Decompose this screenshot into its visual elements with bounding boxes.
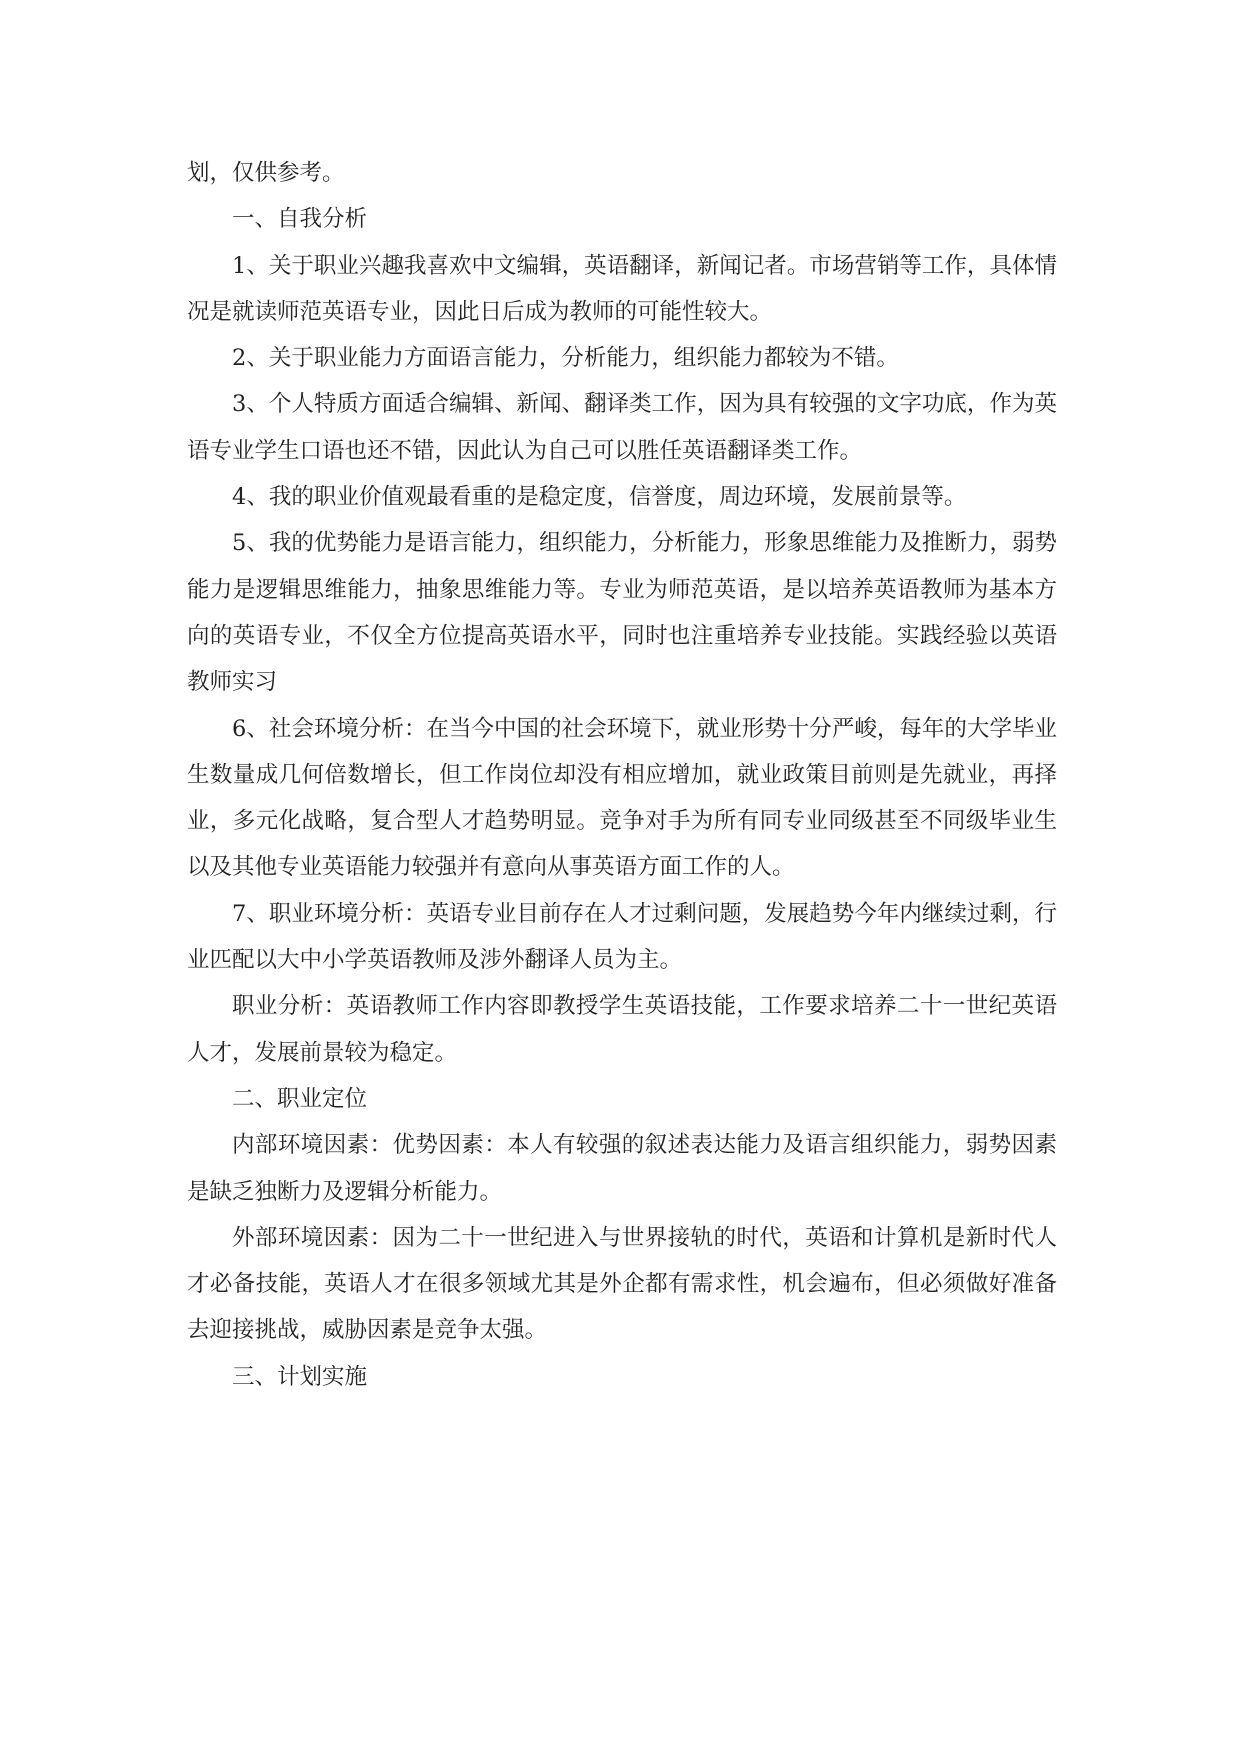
paragraph-social-environment: 6、社会环境分析：在当今中国的社会环境下，就业形势十分严峻，每年的大学毕业生数量成几何倍数增长，但工作岗位却没有相应增加，就业政策目前则是先就业，再择业，多元化战略，复合型人才趋势明显。竞争对手为所有同专业同级甚至不同级毕业生以及其他专业英语能力较强并有意向从事英语方面工作的人。 [187, 715, 1057, 881]
paragraph-career-environment: 7、职业环境分析：英语专业目前存在人才过剩问题，发展趋势今年内继续过剩，行业匹配以大中小学英语教师及涉外翻译人员为主。 [187, 900, 1057, 974]
section-heading-self-analysis: 一、自我分析 [232, 206, 368, 233]
paragraph-career-ability: 2、关于职业能力方面语言能力，分析能力，组织能力都较为不错。 [232, 345, 899, 372]
paragraph-career-values: 4、我的职业价值观最看重的是稳定度，信誉度，周边环境，发展前景等。 [232, 484, 967, 511]
document-body [187, 150, 1057, 1400]
paragraph-strengths: 5、我的优势能力是语言能力，组织能力，分析能力，形象思维能力及推断力，弱势能力是逻辑思维能力，抽象思维能力等。专业为师范英语，是以培养英语教师为基本方向的英语专业，不仅全方位提高英语水平，同时也注重培养专业技能。实践经验以英语教师实习 [187, 530, 1057, 696]
section-heading-plan-implementation: 三、计划实施 [232, 1363, 368, 1390]
paragraph-continuation: 划，仅供参考。 [187, 160, 345, 186]
section-heading-career-positioning: 二、职业定位 [232, 1085, 368, 1112]
paragraph-internal-factors: 内部环境因素：优势因素：本人有较强的叙述表达能力及语言组织能力，弱势因素是缺乏独断力及逻辑分析能力。 [187, 1132, 1057, 1205]
paragraph-external-factors: 外部环境因素：因为二十一世纪进入与世界接轨的时代，英语和计算机是新时代人才必备技能，英语人才在很多领域尤其是外企都有需求性，机会遍布，但必须做好准备去迎接挑战，威胁因素是竞争太强。 [187, 1224, 1057, 1344]
paragraph-career-interest: 1、关于职业兴趣我喜欢中文编辑，英语翻译，新闻记者。市场营销等工作，具体情况是就读师范英语专业，因此日后成为教师的可能性较大。 [187, 252, 1057, 325]
paragraph-job-analysis: 职业分析：英语教师工作内容即教授学生英语技能，工作要求培养二十一世纪英语人才，发展前景较为稳定。 [187, 993, 1057, 1066]
paragraph-personal-traits: 3、个人特质方面适合编辑、新闻、翻译类工作，因为具有较强的文字功底，作为英语专业学生口语也还不错，因此认为自己可以胜任英语翻译类工作。 [187, 391, 1057, 464]
